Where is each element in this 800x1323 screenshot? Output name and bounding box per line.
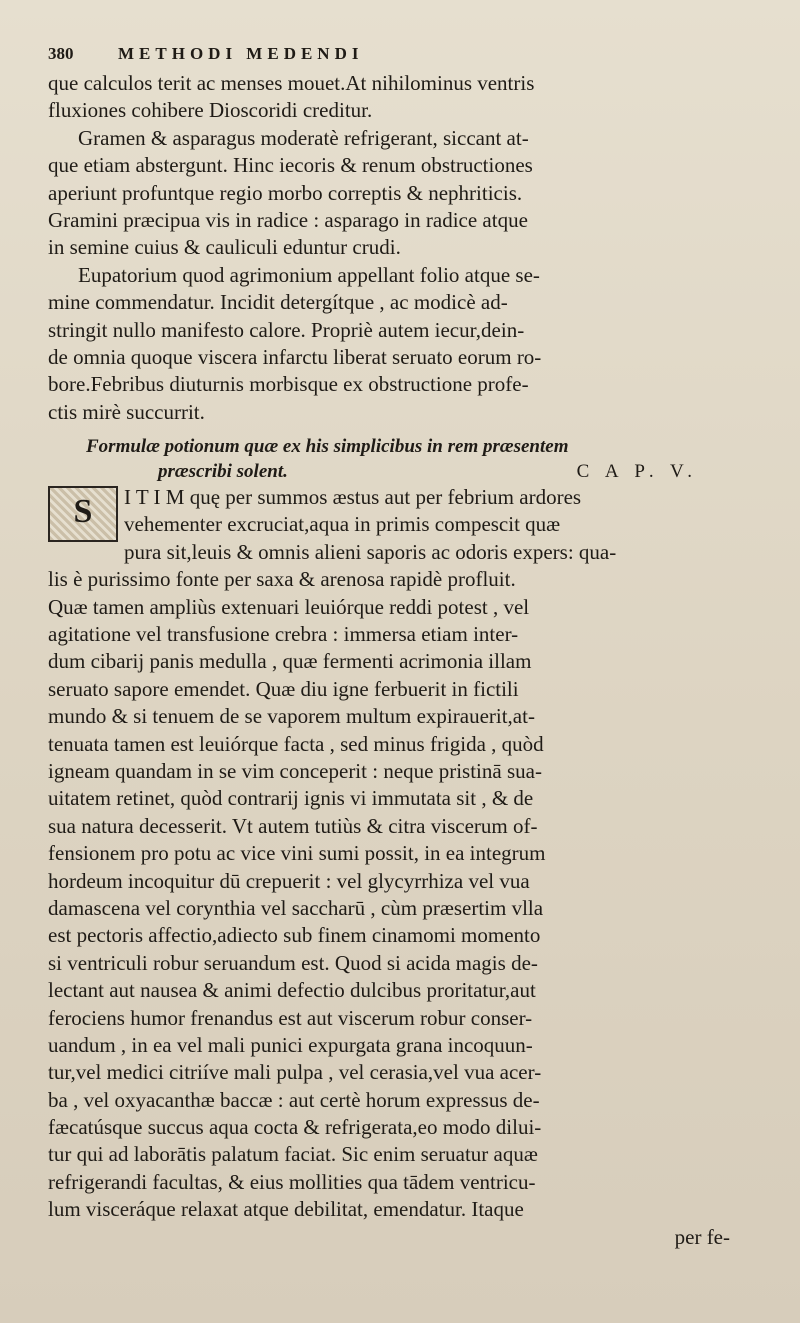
text-line: fensionem pro potu ac vice vini sumi possit, in ea integrum — [48, 841, 546, 866]
decorated-initial: S — [48, 486, 118, 542]
text-line: est pectoris affectio,adiecto sub finem cinamomi momento — [48, 923, 541, 948]
text-line: bore.Febribus diuturnis morbisque ex obstructione profe- — [48, 372, 529, 397]
section-title-line2: præscribi solent. — [158, 461, 288, 483]
text-line: ctis mirè succurrit. — [48, 399, 205, 424]
text-line: damascena vel corynthia vel saccharū , cùm præsertim vlla — [48, 895, 544, 920]
text-line: sua natura decesserit. Vt autem tutiùs & citra viscerum of- — [48, 813, 538, 838]
text-line: de omnia quoque viscera infarctu liberat seruato eorum ro- — [48, 344, 542, 369]
text-line: in semine cuius & cauliculi eduntur crudi. — [48, 235, 401, 260]
text-line: ba , vel oxyacanthæ baccæ : aut certè horum expressus de- — [48, 1087, 540, 1112]
text-line: que calculos terit ac menses mouet.At nihilominus ventris — [48, 71, 535, 95]
text-line: lum visceráque relaxat atque debilitat, emendatur. Itaque — [48, 1197, 524, 1222]
body-text — [48, 70, 758, 1251]
running-title: METHODI MEDENDI — [118, 44, 364, 63]
text-line: dum cibarij panis medulla , quæ fermenti acrimonia illam — [48, 649, 532, 674]
text-line: tur qui ad laborātis palatum faciat. Sic enim seruatur aquæ — [48, 1142, 538, 1167]
text-line: Gramini præcipua vis in radice : asparago in radice atque — [48, 207, 528, 232]
text-line: Eupatorium quod agrimonium appellant folio atque se- — [78, 262, 540, 287]
page-number: 380 — [48, 44, 74, 63]
text-line: uandum , in ea vel mali punici expurgata grana incoquun- — [48, 1032, 533, 1057]
text-line: I T I M quę per summos æstus aut per febrium ardores — [124, 485, 582, 510]
text-line: ferociens humor frenandus est aut viscerum robur conser- — [48, 1005, 533, 1030]
text-line: seruato sapore emendet. Quæ diu igne ferbuerit in fictili — [48, 676, 519, 701]
text-line: si ventriculi robur seruandum est. Quod si acida magis de- — [48, 950, 538, 975]
text-line: fluxiones cohibere Dioscoridi creditur. — [48, 98, 373, 123]
text-line: tur,vel medici citriíve mali pulpa , vel cerasia,vel vua acer- — [48, 1060, 542, 1085]
text-line: agitatione vel transfusione crebra : immersa etiam inter- — [48, 622, 519, 647]
text-line: vehementer excruciat,aqua in primis compescit quæ — [124, 512, 561, 537]
text-line: tenuata tamen est leuiórque facta , sed minus frigida , quòd — [48, 731, 544, 756]
chapter-number: C A P. V. — [576, 461, 698, 483]
text-line: hordeum incoquitur dū crepuerit : vel glycyrrhiza vel vua — [48, 868, 530, 893]
text-line: pura sit,leuis & omnis alieni saporis ac odoris expers: qua- — [124, 539, 617, 564]
text-line: stringit nullo manifesto calore. Propriè autem iecur,dein- — [48, 317, 525, 342]
text-line: que etiam abstergunt. Hinc iecoris & renum obstructiones — [48, 153, 533, 178]
text-line: refrigerandi facultas, & eius mollities qua tādem ventricu- — [48, 1169, 536, 1194]
section-title-continued — [48, 459, 758, 484]
text-line: Gramen & asparagus moderatè refrigerant, siccant at- — [78, 125, 529, 150]
text-line: mundo & si tenuem de se vaporem multum expirauerit,at- — [48, 704, 535, 729]
page-header — [48, 44, 758, 66]
text-line: Quæ tamen ampliùs extenuari leuiórque reddi potest , vel — [48, 594, 530, 619]
text-line: aperiunt profuntque regio morbo correptis & nephriticis. — [48, 180, 523, 205]
text-line: igneam quandam in se vim conceperit : neque pristinā sua- — [48, 758, 542, 783]
catchword: per fe- — [674, 1224, 730, 1249]
section-title: Formulæ potionum quæ ex his simplicibus in rem præsentem — [86, 436, 569, 458]
text-line: lectant aut nausea & animi defectio dulcibus proritatur,aut — [48, 978, 536, 1003]
text-line: uitatem retinet, quòd contrarij ignis vi immutata sit , & de — [48, 786, 534, 811]
text-line: fæcatúsque succus aqua cocta & refrigerata,eo modo dilui- — [48, 1115, 542, 1140]
chapter-opening — [48, 484, 758, 539]
text-line: mine commendatur. Incidit detergítque , ac modicè ad- — [48, 290, 508, 315]
text-line: lis è purissimo fonte per saxa & arenosa rapidè profluit. — [48, 567, 516, 592]
